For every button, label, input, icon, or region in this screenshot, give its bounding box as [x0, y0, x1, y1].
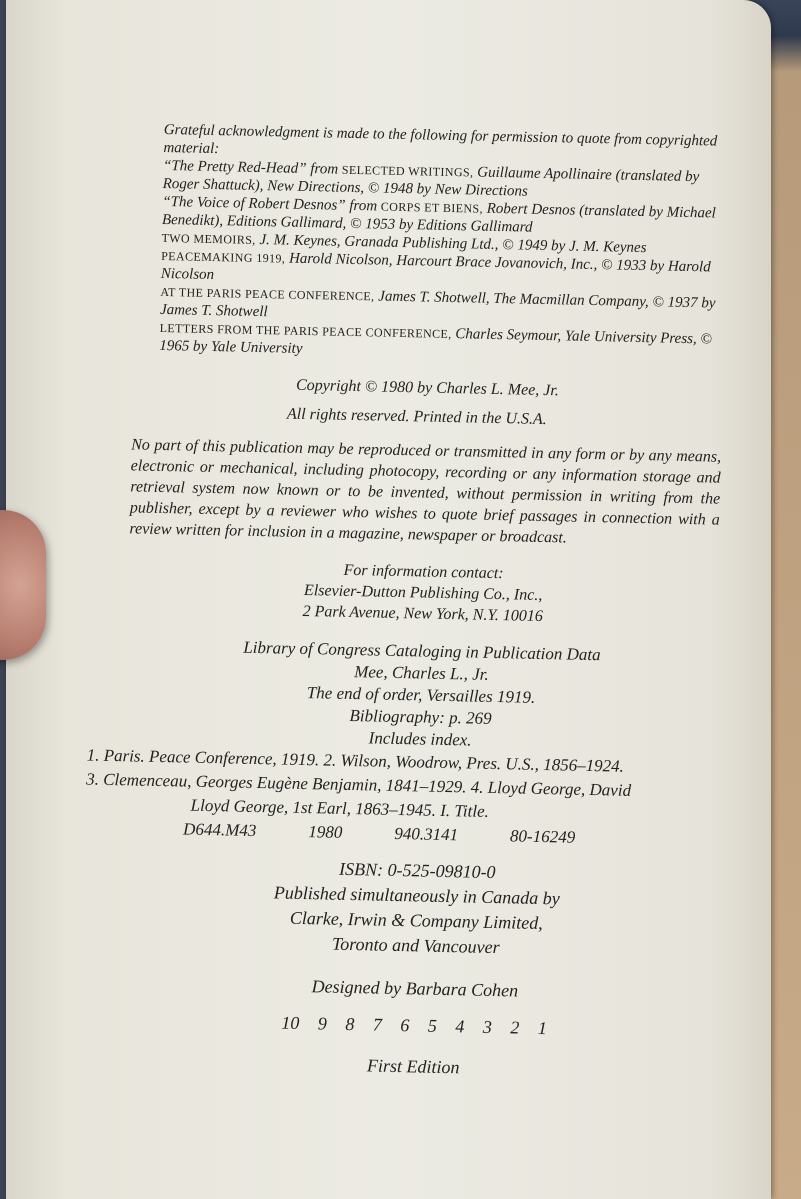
acknowledgment-entry: “The Pretty Red-Head” from SELECTED WRITINGS, Guillaume Apollinaire (translated by Roger Shattuck), New Directions, © 1948 by New Directions — [162, 157, 700, 200]
designer-credit: Designed by Barbara Cohen — [311, 976, 519, 1001]
book-page — [6, 0, 771, 1199]
publisher-address: 2 Park Avenue, New York, N.Y. 10016 — [302, 602, 544, 626]
cip-subjects-line: Lloyd George, 1st Earl, 1863–1945. I. Title. — [190, 795, 490, 821]
acknowledgment-block — [159, 121, 728, 367]
thumb — [0, 510, 46, 660]
publisher-name: Elsevier-Dutton Publishing Co., Inc., — [303, 582, 543, 604]
acknowledgment-entry: TWO MEMOIRS, J. M. Keynes, Granada Publishing Ltd., © 1949 by J. M. Keynes — [161, 230, 647, 257]
cip-subjects-line: 1. Paris. Peace Conference, 1919. 2. Wilson, Woodrow, Pres. U.S., 1856–1924. — [86, 745, 625, 776]
edition-statement: First Edition — [366, 1055, 460, 1078]
copyright-page-content — [85, 120, 728, 1084]
acknowledgment-entry: PEACEMAKING 1919, Harold Nicolson, Harcourt Brace Jovanovich, Inc., © 1933 by Harold Nicolson — [160, 248, 711, 284]
isbn: ISBN: 0-525-09810-0 — [338, 858, 496, 883]
cip-title: The end of order, Versailles 1919. — [306, 683, 536, 707]
canada-line: Clarke, Irwin & Company Limited, — [289, 907, 543, 934]
acknowledgment-intro: Grateful acknowledgment is made to the following for permission to quote from copyrighted material: — [163, 121, 718, 158]
canada-line: Published simultaneously in Canada by — [273, 882, 560, 909]
cip-bibliography: Bibliography: p. 269 — [349, 705, 492, 728]
acknowledgment-entry: “The Voice of Robert Desnos” from CORPS ET BIENS, Robert Desnos (translated by Michael Benedikt), Editions Gallimard, © 1953 by Editions Gallimard — [161, 193, 716, 236]
acknowledgment-entry: AT THE PARIS PEACE CONFERENCE, James T. Shotwell, The Macmillan Company, © 1937 by James T. Shotwell — [159, 284, 716, 321]
reproduction-notice: No part of this publication may be reproduced or transmitted in any form or by any means, electronic or mechanical, including photocopy, recording or any information storage and retrieval system now known or to be invented, without permission in writing from the publisher, except by a reviewer who wishes to quote brief passages in connection with a review written for inclusion in a magazine, newspaper or broadcast. — [129, 436, 722, 547]
cip-lccn: 80-16249 — [509, 826, 576, 847]
cip-subjects — [85, 743, 747, 853]
cataloging-data — [125, 634, 717, 756]
cip-subjects-line: 3. Clemenceau, Georges Eugène Benjamin, 1841–1929. 4. Lloyd George, David — [85, 769, 632, 800]
rights-notice: All rights reserved. Printed in the U.S.A. — [286, 405, 547, 429]
acknowledgment-entry: LETTERS FROM THE PARIS PEACE CONFERENCE, Charles Seymour, Yale University Press, © 1965 by Yale University — [159, 320, 713, 357]
isbn-block — [121, 852, 713, 964]
copyright-notice: Copyright © 1980 by Charles L. Mee, Jr. — [295, 376, 560, 400]
cip-author: Mee, Charles L., Jr. — [354, 662, 489, 684]
contact-block — [128, 555, 719, 630]
canada-line: Toronto and Vancouver — [331, 933, 500, 958]
cip-dewey: 940.3141 — [394, 823, 459, 845]
cip-index: Includes index. — [368, 728, 472, 750]
cip-heading: Library of Congress Cataloging in Publication Data — [243, 637, 601, 665]
contact-heading: For information contact: — [343, 561, 504, 583]
cip-call-number: D644.M43 — [182, 819, 257, 841]
printing-line: 10 9 8 7 6 5 4 3 2 1 — [281, 1012, 548, 1039]
cip-year: 1980 — [308, 822, 343, 842]
